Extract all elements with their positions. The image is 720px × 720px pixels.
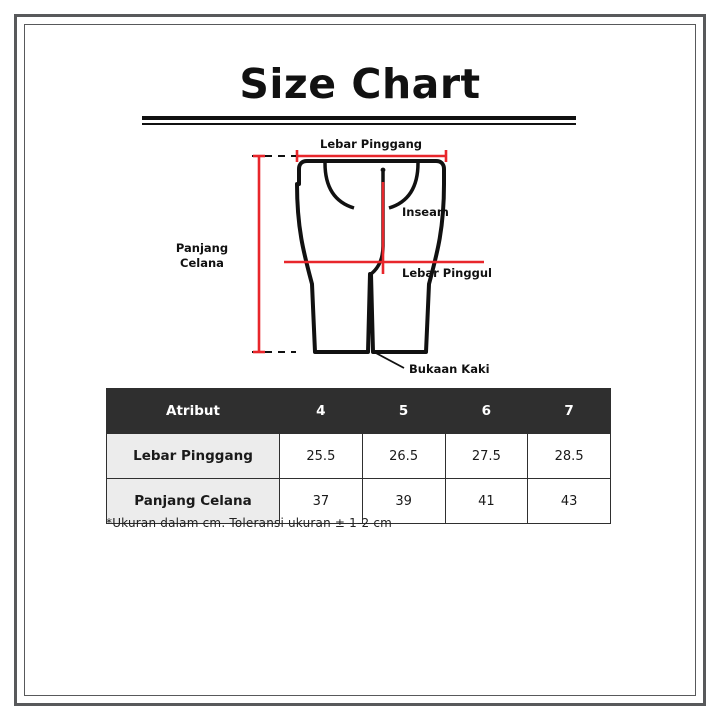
header-attribute: Atribut <box>107 389 280 434</box>
size-table-wrapper <box>106 388 611 524</box>
size-table-head <box>107 389 611 434</box>
leg-opening-leader <box>374 352 404 368</box>
fly-dot <box>381 168 386 173</box>
label-hip-width: Lebar Pinggul <box>402 266 492 280</box>
cell-length-5: 39 <box>362 479 445 524</box>
header-size-7: 7 <box>528 389 611 434</box>
measurement-note: *Ukuran dalam cm. Toleransi ukuran ± 1-2 cm <box>106 516 393 530</box>
page-content <box>24 24 696 696</box>
header-size-4: 4 <box>280 389 363 434</box>
row-label-length: Panjang Celana <box>107 479 280 524</box>
pants-length-measure-line <box>253 156 265 352</box>
table-row <box>107 434 611 479</box>
cell-length-6: 41 <box>445 479 528 524</box>
label-waist-width: Lebar Pinggang <box>320 137 422 151</box>
shorts-measurement-diagram <box>84 134 634 389</box>
cell-waist-6: 27.5 <box>445 434 528 479</box>
label-pants-length-line2: Celana <box>180 256 224 270</box>
pocket-seams <box>325 163 418 208</box>
header-size-5: 5 <box>362 389 445 434</box>
page-title: Size Chart <box>239 60 481 108</box>
cell-waist-5: 26.5 <box>362 434 445 479</box>
label-leg-opening: Bukaan Kaki <box>409 362 490 376</box>
cell-waist-4: 25.5 <box>280 434 363 479</box>
row-label-waist: Lebar Pinggang <box>107 434 280 479</box>
title-rule-thin <box>142 123 576 125</box>
cell-waist-7: 28.5 <box>528 434 611 479</box>
size-table <box>106 388 611 524</box>
size-table-body <box>107 434 611 524</box>
cell-length-7: 43 <box>528 479 611 524</box>
cell-length-4: 37 <box>280 479 363 524</box>
label-inseam: Inseam <box>402 205 449 219</box>
header-size-6: 6 <box>445 389 528 434</box>
fly-seam <box>371 172 383 274</box>
title-rule-thick <box>142 116 576 120</box>
shorts-outline-icon <box>297 161 444 352</box>
table-header-row <box>107 389 611 434</box>
label-pants-length-line1: Panjang <box>175 241 229 255</box>
